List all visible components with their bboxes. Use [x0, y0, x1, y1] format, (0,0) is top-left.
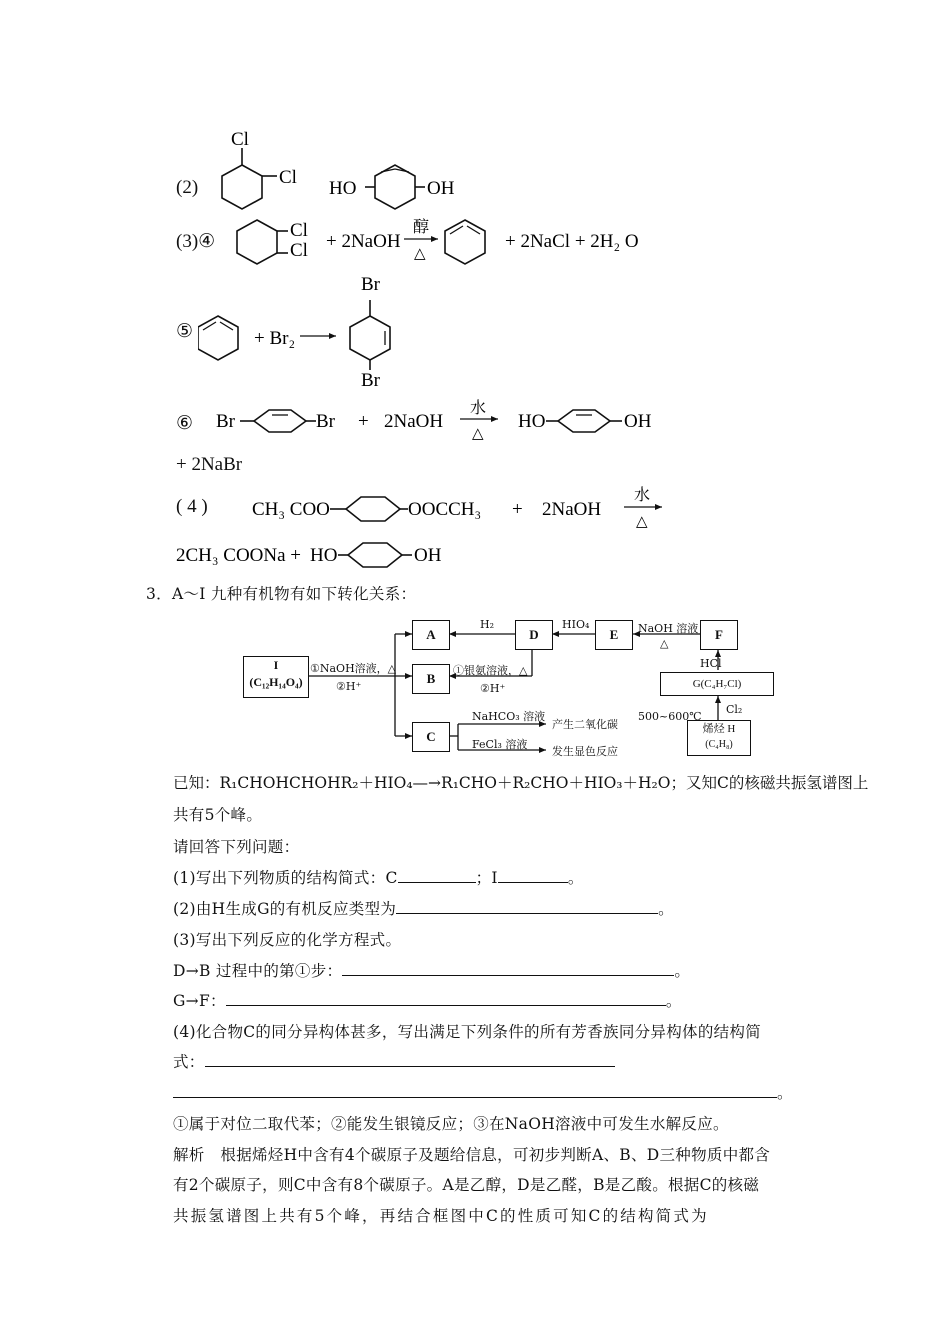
node-d: D [515, 620, 553, 650]
chlorine-label: Cl [279, 167, 297, 188]
known-info-line-1: 已知：R₁CHOHCHOHR₂＋HIO₄—→R₁CHO＋R₂CHO＋HIO₃＋H₂O；又知C的核磁共振氢谱图上 [173, 774, 869, 792]
label-silver-ammonia: ①银氨溶液，△ [453, 664, 528, 677]
hydrolysis-reaction-dibromide [212, 390, 682, 450]
part-6-label: ⑥ [176, 413, 194, 434]
label-hcl: HCl [700, 657, 722, 670]
plus-sign: + [358, 411, 369, 432]
part-2-label: (2) [176, 177, 199, 198]
question-4-line-1: (4)化合物C的同分异构体甚多，写出满足下列条件的所有芳香族同分异构体的结构简 [173, 1023, 762, 1041]
conversion-diagram [240, 612, 810, 767]
label-h-plus: ②H⁺ [336, 680, 362, 693]
node-h-label: 烯烃 H [702, 723, 736, 735]
hydroxyl-label: HO [518, 411, 546, 432]
question-3: (3)写出下列反应的化学方程式。 [173, 931, 402, 949]
plus-sign: + [512, 499, 523, 520]
analysis-line-3: 共振氢谱图上共有5个峰，再结合框图中C的性质可知C的结构简式为 [173, 1207, 709, 1225]
elimination-reaction [232, 212, 652, 272]
question-3a [173, 959, 690, 981]
prompt: 请回答下列问题： [173, 838, 300, 856]
part-3-label: (3)④ [176, 231, 216, 252]
hydroxyl-label: HO [329, 178, 357, 199]
question-4-text: 式： [173, 1053, 205, 1071]
label-h2: H₂ [480, 618, 495, 631]
question-2-text: (2)由H生成G的有机反应类型为 [173, 900, 397, 918]
bromine-label: Br [361, 274, 380, 295]
answer-blank-isomers-continued[interactable] [173, 1083, 777, 1098]
sodium-acetate: 2CH₃ COONa + [176, 545, 302, 566]
condition-heat: △ [414, 246, 426, 262]
acetate-group: OOCCH₃ [408, 499, 482, 520]
conditions: ①属于对位二取代苯；②能发生银镜反应；③在NaOH溶液中可发生水解反应。 [173, 1115, 729, 1133]
node-i-label: I [273, 658, 279, 672]
question-3a-text: 。 [674, 962, 691, 980]
label-color-reaction: 发生显色反应 [552, 745, 618, 758]
bromine-addition-reaction [198, 270, 438, 390]
node-g: G(C₄H₇Cl) [660, 672, 774, 696]
chlorine-label: Cl [290, 240, 308, 261]
label-h-plus-2: ②H⁺ [480, 682, 506, 695]
condition-heat: △ [472, 426, 484, 442]
node-b: B [412, 664, 450, 694]
hydrolysis-products [174, 528, 474, 578]
label-fecl3: FeCl₃ 溶液 [472, 738, 528, 751]
answer-blank-reaction-type[interactable] [396, 899, 658, 914]
label-naoh-heat: ①NaOH溶液，△ [310, 662, 397, 675]
node-f: F [700, 620, 738, 650]
label-nahco3: NaHCO₃ 溶液 [472, 710, 546, 723]
question-1-text: ；I [475, 869, 498, 887]
hydroxyl-label: OH [427, 178, 455, 199]
condition-water: 水 [470, 400, 487, 417]
answer-blank-d-to-b[interactable] [342, 961, 674, 976]
question-3b-text: G→F： [173, 992, 226, 1010]
bromine-label: Br [361, 370, 380, 390]
question-3b-text: 。 [665, 992, 682, 1010]
reagent-naoh: 2NaOH [384, 411, 444, 432]
label-co2: 产生二氧化碳 [552, 718, 618, 731]
condition-heat: △ [636, 514, 648, 530]
answer-blank-i[interactable] [498, 868, 568, 883]
question-3a-text: D→B 过程中的第①步： [173, 962, 343, 980]
products-nacl-water: + 2NaCl + 2H₂ O [505, 231, 639, 252]
node-h-formula: (C₄H₈) [705, 739, 733, 750]
analysis-line-2: 有2个碳原子，则C中含有8个碳原子。A是乙醇，D是乙醛，B是乙酸。根据C的核磁 [173, 1176, 760, 1194]
question-2-text: 。 [658, 900, 674, 918]
node-e: E [595, 620, 633, 650]
node-a: A [412, 620, 450, 650]
label-hio4: HIO₄ [562, 618, 590, 631]
hydroxyl-label: HO [310, 545, 338, 566]
dichlorocyclohexane-structure [205, 125, 505, 215]
condition-alcohol: 醇 [413, 219, 430, 236]
question-1-text: 。 [567, 869, 584, 887]
answer-blank-c[interactable] [398, 868, 476, 883]
bromine-label: Br [216, 411, 235, 432]
question-3b [173, 989, 682, 1011]
question-1 [173, 866, 584, 888]
question-2 [173, 897, 674, 919]
label-cl2: Cl₂ [726, 703, 743, 716]
node-i-formula: (C₁₂H₁₄O₄) [249, 675, 303, 689]
question-4-text: 。 [777, 1084, 793, 1102]
bromine-label: Br [316, 411, 335, 432]
question-4-line-2 [173, 1050, 615, 1072]
chlorine-label: Cl [231, 129, 249, 150]
analysis-line-1: 解析 根据烯烃H中含有4个碳原子及题给信息，可初步判断A、B、D三种物质中都含 [173, 1146, 771, 1164]
part-5-label: ⑤ [176, 321, 194, 342]
known-info-line-2: 共有5个峰。 [173, 806, 263, 824]
acetate-group: CH₃ COO [252, 499, 330, 520]
hydroxyl-label: OH [414, 545, 442, 566]
product-nabr: + 2NaBr [176, 454, 243, 475]
answer-blank-isomers[interactable] [205, 1052, 615, 1067]
label-temperature: 500~600℃ [638, 710, 702, 723]
label-heat: △ [660, 637, 669, 650]
chlorine-label: Cl [290, 220, 308, 241]
question-4-line-3 [173, 1081, 793, 1103]
question-3-title: 3．A～I 九种有机物有如下转化关系： [146, 585, 417, 603]
node-c: C [412, 722, 450, 752]
part-4-label: ( 4 ) [176, 496, 208, 517]
node-i [243, 656, 309, 698]
hydroxyl-label: OH [624, 411, 652, 432]
reagent-bromine: + Br₂ [254, 328, 296, 349]
reagent-naoh: + 2NaOH [326, 231, 401, 252]
question-1-text: (1)写出下列物质的结构简式：C [173, 869, 398, 887]
node-h [687, 720, 751, 756]
answer-blank-g-to-f[interactable] [226, 991, 666, 1006]
condition-water: 水 [634, 487, 651, 504]
label-naoh-solution: NaOH 溶液 [638, 622, 699, 635]
reagent-naoh: 2NaOH [542, 499, 602, 520]
